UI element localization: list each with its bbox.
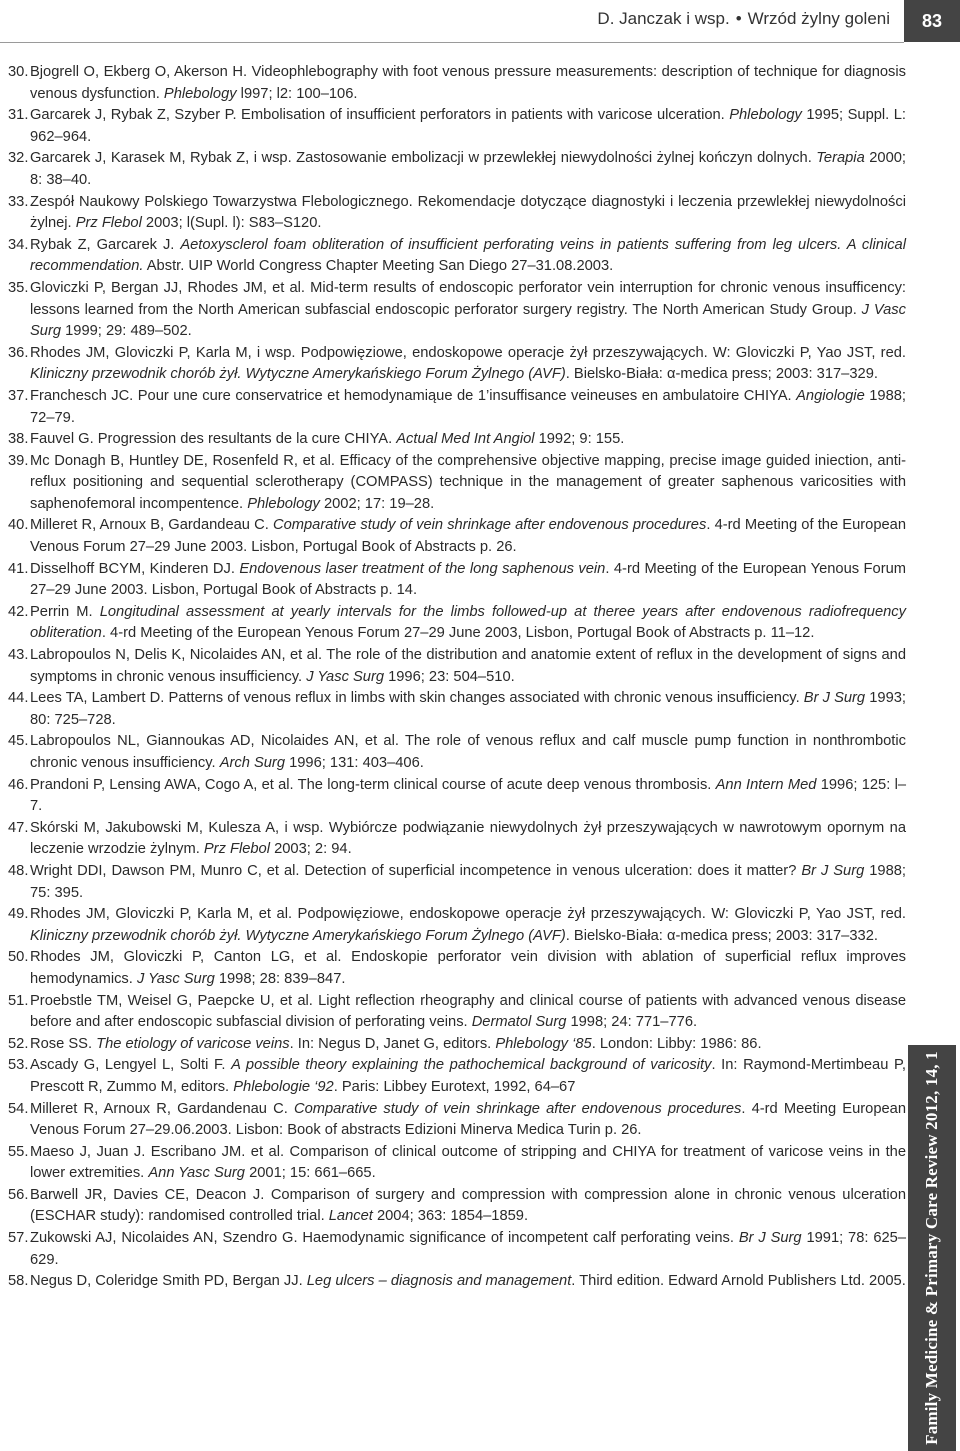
reference-text: 1996; 131: 403–406. <box>285 755 424 771</box>
reference-italic-text: Actual Med Int Angiol <box>396 431 535 448</box>
reference-number: 49. <box>8 906 29 923</box>
reference-text: Mc Donagh B, Huntley DE, Rosenfeld R, et al. Efficacy of the comprehensive objective mapping, precise image guided iniection, anti-reflux positioning and sequential sclerotherapy (COMPASS) technique in the management of greater saphenous varicosities with saphenofemoral incompentence. <box>30 452 906 512</box>
reference-number: 56. <box>8 1186 29 1203</box>
reference-text: Milleret R, Arnoux R, Gardandenau C. <box>30 1100 294 1117</box>
reference-number: 35. <box>8 279 29 296</box>
reference-item <box>8 62 906 105</box>
reference-text: 1992; 9: 155. <box>534 431 625 448</box>
reference-text: 1988; 75: 395. <box>30 862 907 901</box>
reference-item <box>8 775 906 818</box>
reference-item <box>8 451 906 516</box>
reference-number: 31. <box>8 107 29 124</box>
reference-text: 1993; 80: 725–728. <box>30 690 906 728</box>
reference-number: 38. <box>8 431 29 448</box>
reference-italic-text: The etiology of varicose veins <box>96 1035 290 1052</box>
reference-number: 45. <box>8 733 29 750</box>
reference-text: . In: Negus D, Janet G, editors. <box>289 1035 496 1052</box>
reference-italic-text: Kliniczny przewodnik chorób żył. Wytyczne Amerykańskiego Forum Żylnego (AVF) <box>30 927 566 944</box>
reference-number: 46. <box>8 776 29 793</box>
reference-italic-text: Br J Surg <box>738 1230 802 1247</box>
reference-item <box>8 1099 906 1142</box>
reference-text: Bjogrell O, Ekberg O, Akerson H. Videophlebography with foot venous pressure measurements: description of technique for diagnosis venous dysfunction. <box>30 64 906 102</box>
reference-text: Lees TA, Lambert D. Patterns of venous reflux in limbs with skin changes associated with chronic venous insufficiency. <box>30 690 804 707</box>
reference-number: 55. <box>8 1143 29 1160</box>
reference-text: . Bielsko-Biała: α-medica press; 2003: 317–332. <box>565 927 878 944</box>
reference-text: Milleret R, Arnoux B, Gardandeau C. <box>30 517 273 534</box>
reference-text: Abstr. UIP World Congress Chapter Meeting San Diego 27–31.08.2003. <box>143 258 614 275</box>
reference-italic-text: Comparative study of vein shrinkage after endovenous procedures <box>272 517 707 534</box>
reference-text: . 4-rd Meeting of the European Yenous Forum 27–29 June 2003. Lisbon, Portugal Book of Abstracts p. 14. <box>30 560 906 599</box>
reference-item <box>8 1142 906 1185</box>
header-separator: • <box>735 9 742 28</box>
reference-italic-text: Phlebology <box>247 495 320 512</box>
reference-italic-text: Kliniczny przewodnik chorób żył. Wytyczne Amerykańskiego Forum Żylnego (AVF) <box>30 366 566 383</box>
reference-italic-text: Ann Yasc Surg <box>148 1165 245 1182</box>
reference-text: Rhodes JM, Gloviczki P, Karla M, i wsp. Podpowięziowe, endoskopowe operacje żył przeszywających. W: Gloviczki P, Yao JST, red. <box>30 344 906 361</box>
reference-text: . Bielsko-Biała: α-medica press; 2003: 317–329. <box>565 366 878 383</box>
reference-number: 51. <box>8 992 29 1009</box>
reference-italic-text: Lancet <box>328 1208 373 1225</box>
reference-item <box>8 904 906 947</box>
reference-text: 2002; 17: 19–28. <box>319 495 435 512</box>
reference-text: . In: Raymond-Mertimbeau P, Prescott R, Zummo M, editors. <box>30 1057 906 1095</box>
reference-italic-text: A possible theory explaining the pathochemical background of varicosity <box>231 1057 712 1074</box>
reference-text: . 4-rd Meeting of the European Venous Forum 27–29 June 2003. Lisbon, Portugal Book of Abstracts p. 26. <box>30 517 906 556</box>
reference-italic-text: Br J Surg <box>801 862 865 879</box>
reference-number: 58. <box>8 1273 29 1290</box>
page-number: 83 <box>904 0 960 42</box>
reference-text: Zespół Naukowy Polskiego Towarzystwa Flebologicznego. Rekomendacje dotyczące diagnostyki i leczenia przewlekłej niewydolności żylnej. <box>30 193 906 232</box>
reference-item <box>8 1228 906 1271</box>
reference-number: 47. <box>8 819 29 836</box>
reference-item <box>8 688 906 731</box>
reference-item <box>8 947 906 990</box>
reference-text: 1998; 24: 771–776. <box>566 1014 698 1031</box>
reference-item <box>8 386 906 429</box>
reference-italic-text: Phlebology <box>163 85 237 102</box>
reference-text: 1999; 29: 489–502. <box>61 323 192 340</box>
reference-text: 2003; 2: 94. <box>270 841 352 858</box>
reference-item <box>8 1271 906 1293</box>
reference-text: . London: Libby: 1986: 86. <box>591 1035 762 1052</box>
reference-text: Ascady G, Lengyel L, Solti F. <box>30 1057 232 1074</box>
header-authors: D. Janczak i wsp. <box>597 9 730 28</box>
reference-item <box>8 1185 906 1228</box>
reference-italic-text: J Yasc Surg <box>136 970 215 987</box>
reference-italic-text: Longitudinal assessment at yearly intervals for the limbs followed-up at theree years after endovenous radiofrequency obliteration <box>30 603 906 642</box>
reference-text: Wright DDI, Dawson PM, Munro C, et al. Detection of superficial incompetence in venous ulceration: does it matter? <box>30 862 802 879</box>
reference-item <box>8 559 906 602</box>
reference-italic-text: Aetoxysclerol foam obliteration of insufficient perforating veins in patients suffering from leg ulcers. A clinical recommendation. <box>30 236 906 275</box>
reference-italic-text: Phlebologie ‘92 <box>233 1078 334 1095</box>
reference-number: 36. <box>8 344 29 361</box>
reference-text: Labropoulos NL, Giannoukas AD, Nicolaides AN, et al. The role of venous reflux and calf muscle pump function in nonthrombotic chronic venous insufficiency. <box>30 733 906 771</box>
reference-text: Perrin M. <box>30 603 100 620</box>
reference-item <box>8 818 906 861</box>
reference-italic-text: Arch Surg <box>219 755 285 771</box>
reference-text: Proebstle TM, Weisel G, Paepcke U, et al. Light reflection rheography and clinical course of patients with advanced venous disease before and after endoscopic subfascial division of perforating veins. <box>30 992 906 1031</box>
reference-text: Gloviczki P, Bergan JJ, Rhodes JM, et al. Mid-term results of endoscopic perforator vein interruption for chronic venous insufficency: lessons learned from the North American subfascial endoscopic perforator surgery registry. The North American Study Group. <box>30 279 906 318</box>
reference-italic-text: Dermatol Surg <box>471 1014 567 1031</box>
reference-italic-text: Phlebology <box>729 107 802 124</box>
reference-text: Skórski M, Jakubowski M, Kulesza A, i wsp. Wybiórcze podwiązanie niewydolnych żył przeszywających w nawrotowym opornym na leczenie wrzodzie żylnym. <box>30 819 906 858</box>
reference-item <box>8 602 906 645</box>
reference-number: 39. <box>8 452 29 469</box>
header-title: Wrzód żylny goleni <box>747 9 890 28</box>
journal-sidebar <box>908 1045 956 1451</box>
reference-number: 44. <box>8 690 29 707</box>
reference-italic-text: Prz Flebol <box>75 215 142 232</box>
reference-italic-text: J Vasc Surg <box>30 301 906 340</box>
reference-number: 32. <box>8 150 29 167</box>
reference-text: Garcarek J, Karasek M, Rybak Z, i wsp. Zastosowanie embolizacji w przewlekłej niewydolności żylnej kończyn dolnych. <box>30 150 817 167</box>
reference-number: 33. <box>8 193 29 210</box>
reference-number: 37. <box>8 387 29 404</box>
reference-italic-text: Angiologie <box>796 387 865 404</box>
reference-number: 54. <box>8 1100 29 1117</box>
reference-text: Garcarek J, Rybak Z, Szyber P. Embolisation of insufficient perforators in patients with varicose ulceration. <box>30 107 730 124</box>
reference-text: Barwell JR, Davies CE, Deacon J. Comparison of surgery and compression with compression alone in chronic venous ulceration (ESCHAR study): randomised controlled trial. <box>30 1186 906 1225</box>
reference-number: 30. <box>8 64 29 80</box>
reference-item <box>8 235 906 278</box>
reference-item <box>8 429 906 451</box>
reference-text: 1998; 28: 839–847. <box>214 970 346 987</box>
reference-italic-text: Comparative study of vein shrinkage after endovenous procedures <box>293 1100 742 1117</box>
reference-text: . 4-rd Meeting European Venous Forum 27–29.06.2003. Lisbon: Book of abstracts Edizioni Minerva Medica Turin p. 26. <box>30 1100 906 1139</box>
reference-italic-text: Endovenous laser treatment of the long saphenous vein <box>239 560 606 577</box>
running-header <box>0 0 960 42</box>
reference-item <box>8 515 906 558</box>
reference-item <box>8 105 906 148</box>
reference-text: Negus D, Coleridge Smith PD, Bergan JJ. <box>30 1273 307 1290</box>
reference-text: . Third edition. Edward Arnold Publishers Ltd. 2005. <box>571 1273 906 1290</box>
reference-number: 57. <box>8 1230 29 1247</box>
reference-item <box>8 1034 906 1056</box>
reference-text: 2001; 15: 661–665. <box>244 1165 376 1182</box>
header-rule <box>0 42 904 43</box>
reference-item <box>8 192 906 235</box>
reference-item <box>8 991 906 1034</box>
reference-italic-text: Prz Flebol <box>203 841 270 858</box>
reference-number: 42. <box>8 603 29 620</box>
journal-title: Family Medicine & Primary Care Review 2012, 14, 1 <box>922 1051 941 1445</box>
reference-number: 40. <box>8 517 29 534</box>
reference-text: Rhodes JM, Gloviczki P, Karla M, et al. Podpowięziowe, endoskopowe operacje żył przeszywających. W: Gloviczki P, Yao JST, red. <box>30 906 906 923</box>
reference-text: 1996; 125: l–7. <box>30 776 906 815</box>
reference-text: Franchesch JC. Pour une cure conservatrice et hemodynamiąue de 1’insuffisance veineuses en ambulatoire CHIYA. <box>30 387 797 404</box>
reference-number: 41. <box>8 560 29 577</box>
reference-text: Rybak Z, Garcarek J. <box>30 236 181 253</box>
reference-text: 2003; l(Supl. l): S83–S120. <box>141 215 322 232</box>
reference-text: 1991; 78: 625–629. <box>30 1230 906 1268</box>
reference-italic-text: Phlebology ‘85 <box>495 1035 592 1052</box>
reference-text: Zukowski AJ, Nicolaides AN, Szendro G. Haemodynamic significance of incompetent calf perforating veins. <box>30 1230 739 1247</box>
reference-text: . 4-rd Meeting of the European Yenous Forum 27–29 June 2003, Lisbon, Portugal Book of Abstracts p. 11–12. <box>101 625 815 642</box>
reference-item <box>8 278 906 343</box>
reference-text: Rose SS. <box>30 1035 97 1052</box>
reference-number: 43. <box>8 647 29 664</box>
reference-text: Maeso J, Juan J. Escribano JM. et al. Comparison of clinical outcome of stripping and CHIYA for treatment of varicose veins in the lower extremities. <box>30 1143 906 1182</box>
reference-text: Disselhoff BCYM, Kinderen DJ. <box>30 560 240 577</box>
reference-item <box>8 148 906 191</box>
reference-text: Rhodes JM, Gloviczki P, Canton LG, et al. Endoskopie perforator vein division with ablation of superficial reflux improves hemodynamics. <box>30 949 906 987</box>
reference-number: 50. <box>8 949 29 966</box>
reference-text: Labropoulos N, Delis K, Nicolaides AN, et al. The role of the distribution and anatomie extent of reflux in the development of signs and symptoms in chronic venous insufficiency. <box>30 647 906 685</box>
reference-text: Prandoni P, Lensing AWA, Cogo A, et al. The long-term clinical course of acute deep venous thrombosis. <box>30 776 716 793</box>
reference-number: 34. <box>8 236 29 253</box>
reference-text: . Paris: Libbey Eurotext, 1992, 64–67 <box>333 1078 576 1095</box>
reference-italic-text: Leg ulcers – diagnosis and management <box>306 1273 572 1290</box>
reference-text: 2000; 8: 38–40. <box>30 150 906 188</box>
reference-italic-text: Br J Surg <box>803 690 866 707</box>
reference-italic-text: J Yasc Surg <box>306 668 385 685</box>
reference-number: 53. <box>8 1057 29 1074</box>
reference-text: 1995; Suppl. L: 962–964. <box>30 107 906 145</box>
reference-italic-text: Terapia <box>816 150 865 167</box>
reference-number: 52. <box>8 1035 29 1052</box>
reference-text: Fauvel G. Progression des resultants de la cure CHIYA. <box>30 431 397 448</box>
reference-text: l997; l2: 100–106. <box>236 85 358 102</box>
reference-item <box>8 343 906 386</box>
reference-item <box>8 645 906 688</box>
reference-text: 2004; 363: 1854–1859. <box>372 1208 529 1225</box>
reference-item <box>8 1055 906 1098</box>
header-text <box>597 9 890 29</box>
reference-text: 1996; 23: 504–510. <box>384 668 515 685</box>
reference-number: 48. <box>8 862 29 879</box>
reference-text: 1988; 72–79. <box>30 387 906 426</box>
reference-list <box>8 62 906 1293</box>
reference-item <box>8 861 906 904</box>
reference-item <box>8 731 906 774</box>
reference-italic-text: Ann Intern Med <box>715 776 817 793</box>
